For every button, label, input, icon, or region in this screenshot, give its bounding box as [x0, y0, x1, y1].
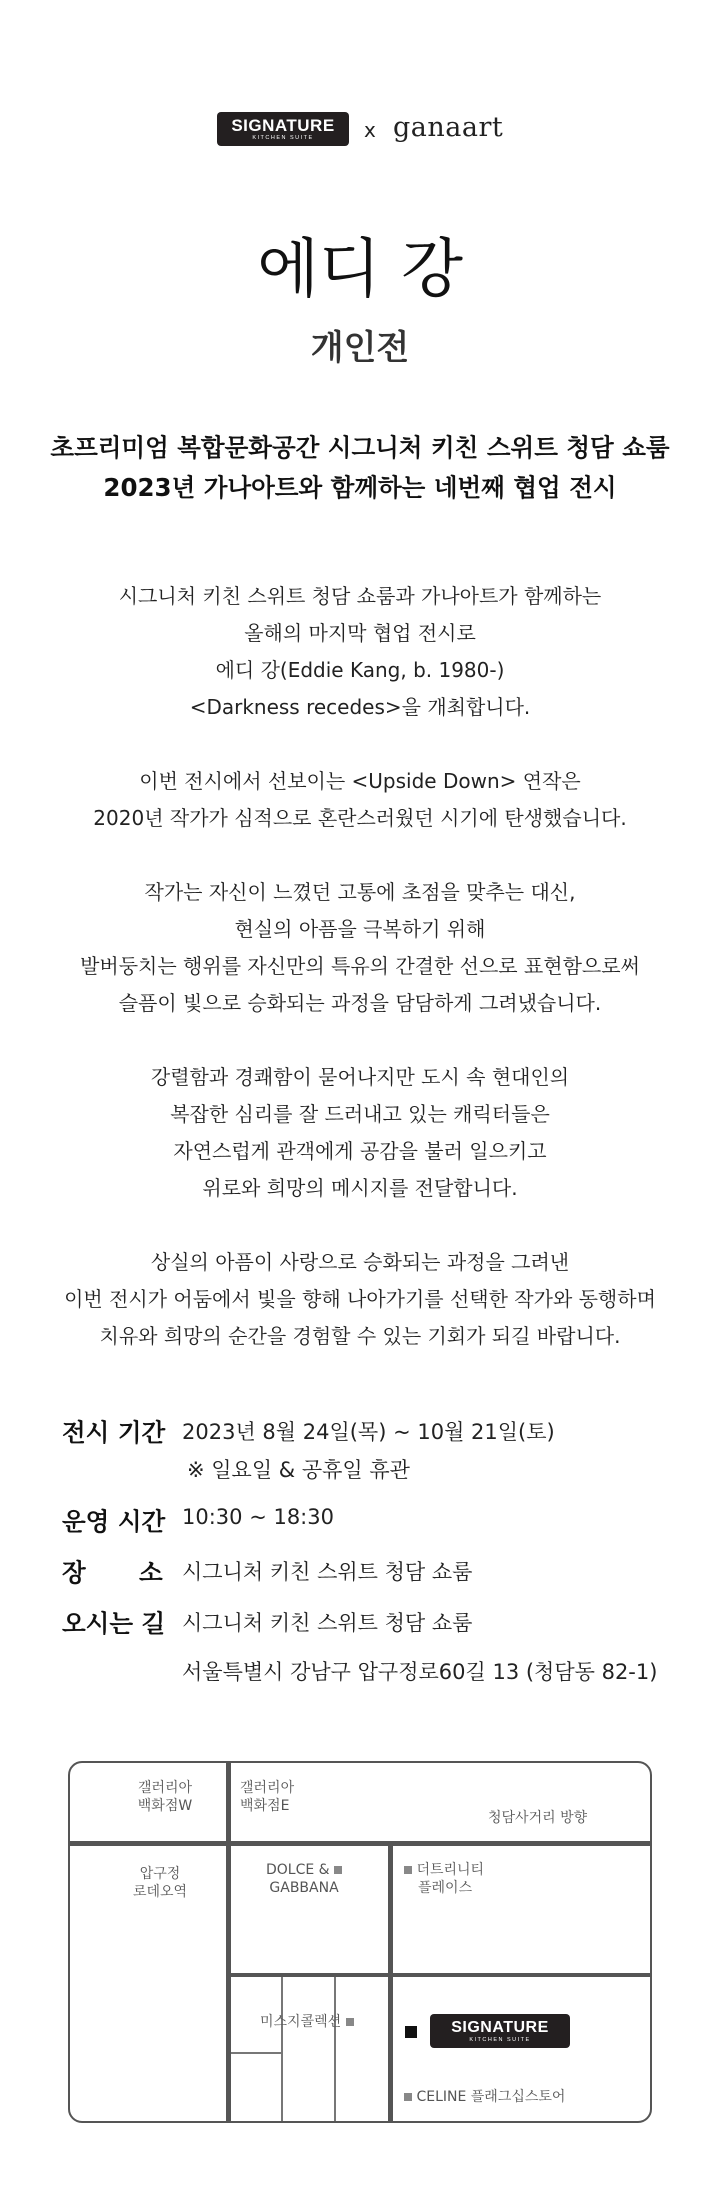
- map-label-text: CELINE 플래그십스토어: [416, 2089, 566, 2105]
- exhibition-subtitle: 개인전: [310, 328, 410, 368]
- text-line: 복잡한 심리를 잘 드러내고 있는 캐릭터들은: [170, 1102, 550, 1126]
- paragraph: [0, 763, 720, 837]
- map-label-line: 더트리니티: [416, 1862, 485, 1878]
- map-label-line: 갤러리아: [137, 1780, 193, 1796]
- period-label: 전시 기간: [62, 1418, 166, 1447]
- map-road-vertical-left: [226, 1763, 231, 2123]
- period-value: 2023년 8월 24일(목) ~ 10월 21일(토): [182, 1420, 555, 1444]
- text-line: 2020년 작가가 심적으로 혼란스러웠던 시기에 탄생했습니다.: [93, 806, 627, 830]
- artist-name: 에디 강: [257, 233, 463, 307]
- map-road-middle: [231, 1973, 652, 1977]
- text-line: 에디 강(Eddie Kang, b. 1980-): [215, 658, 505, 682]
- place-label-2: 소: [139, 1558, 163, 1587]
- text-line: 자연스럽게 관객에게 공감을 불러 일으키고: [173, 1139, 547, 1163]
- text-line: 시그니처 키친 스위트 청담 쇼룸과 가나아트가 함께하는: [118, 584, 602, 608]
- map-label-cheongdam-direction: 청담사거리 방향: [488, 1810, 588, 1826]
- map-label-galleria-w: [110, 1779, 220, 1815]
- headline: [0, 428, 720, 508]
- ganaart-logo: ganaart: [393, 112, 504, 143]
- location-marker-icon: [346, 2018, 354, 2026]
- signature-logo: [217, 112, 349, 146]
- map-label-trinity: [404, 1861, 484, 1897]
- hours-value: 10:30 ~ 18:30: [182, 1505, 334, 1529]
- map-label-line: 플레이스: [418, 1880, 473, 1896]
- text-line: 위로와 희망의 메시지를 전달합니다.: [202, 1176, 518, 1200]
- map-label-line: DOLCE &: [266, 1862, 330, 1878]
- map-label-line: 로데오역: [132, 1884, 188, 1900]
- map-label-line: 압구정: [139, 1866, 181, 1882]
- period-note: ※ 일요일 & 공휴일 휴관: [187, 1458, 410, 1482]
- map-line: [231, 2052, 281, 2054]
- map-signature-word: SIGNATURE: [451, 2019, 549, 2036]
- address-value: 서울특별시 강남구 압구정로60길 13 (청담동 82-1): [182, 1660, 658, 1684]
- location-map: [68, 1761, 652, 2123]
- map-label-apgujeong: [110, 1865, 210, 1901]
- signature-logo-sub: KITCHEN SUITE: [252, 135, 314, 141]
- map-label-line: 백화점E: [240, 1798, 290, 1814]
- location-marker-icon: [404, 1866, 412, 1874]
- map-label-miss-collection: [260, 2013, 354, 2031]
- text-line: 이번 전시가 어둠에서 빛을 향해 나아가기를 선택한 작가와 동행하며: [64, 1287, 656, 1311]
- paragraph: [0, 578, 720, 726]
- collab-x: x: [364, 118, 376, 142]
- map-line: [281, 1977, 283, 2123]
- location-marker-icon: [334, 1866, 342, 1874]
- map-road-horizontal: [70, 1841, 652, 1846]
- text-line: 강렬함과 경쾌함이 묻어나지만 도시 속 현대인의: [150, 1065, 570, 1089]
- text-line: 현실의 아픔을 극복하기 위해: [234, 917, 486, 941]
- text-line: 발버둥치는 행위를 자신만의 특유의 간결한 선으로 표현함으로써: [80, 954, 640, 978]
- text-line: 치유와 희망의 순간을 경험할 수 있는 기회가 되길 바랍니다.: [99, 1324, 621, 1348]
- map-signature-logo: [430, 2014, 570, 2048]
- text-line: <Darkness recedes>을 개최합니다.: [189, 695, 531, 719]
- exhibition-description: [0, 578, 720, 1392]
- signature-location-marker-icon: [405, 2026, 417, 2038]
- hours-label: 운영 시간: [62, 1507, 166, 1536]
- place-value: 시그니처 키친 스위트 청담 쇼룸: [182, 1560, 473, 1584]
- directions-value: 시그니처 키친 스위트 청담 쇼룸: [182, 1611, 473, 1635]
- map-label-line: 갤러리아: [240, 1780, 295, 1796]
- map-label-text: 미스지콜렉션: [260, 2014, 342, 2030]
- header-logos: [0, 112, 720, 148]
- headline-line: 초프리미엄 복합문화공간 시그니처 키친 스위트 청담 쇼룸: [50, 433, 670, 462]
- paragraph: [0, 1244, 720, 1355]
- map-label-line: 백화점W: [137, 1798, 193, 1814]
- map-label-dolce: [266, 1861, 342, 1897]
- text-line: 작가는 자신이 느꼈던 고통에 초점을 맞추는 대신,: [144, 880, 576, 904]
- map-label-galleria-e: [240, 1779, 294, 1815]
- paragraph: [0, 874, 720, 1022]
- text-line: 상실의 아픔이 사랑으로 승화되는 과정을 그려낸: [150, 1250, 570, 1274]
- text-line: 이번 전시에서 선보이는 <Upside Down> 연작은: [139, 769, 581, 793]
- signature-logo-word: SIGNATURE: [231, 116, 335, 135]
- location-marker-icon: [404, 2093, 412, 2101]
- map-label-celine: [404, 2088, 565, 2106]
- place-label-1: 장: [62, 1558, 86, 1587]
- paragraph: [0, 1059, 720, 1207]
- map-line: [334, 1977, 336, 2123]
- text-line: 슬픔이 빛으로 승화되는 과정을 담담하게 그려냈습니다.: [118, 991, 602, 1015]
- map-signature-sub: KITCHEN SUITE: [469, 2037, 531, 2043]
- map-road-vertical-right: [388, 1841, 393, 2123]
- directions-label: 오시는 길: [62, 1609, 166, 1638]
- map-label-line: GABBANA: [269, 1880, 339, 1896]
- text-line: 올해의 마지막 협업 전시로: [244, 621, 476, 645]
- headline-line: 2023년 가나아트와 함께하는 네번째 협업 전시: [103, 473, 617, 502]
